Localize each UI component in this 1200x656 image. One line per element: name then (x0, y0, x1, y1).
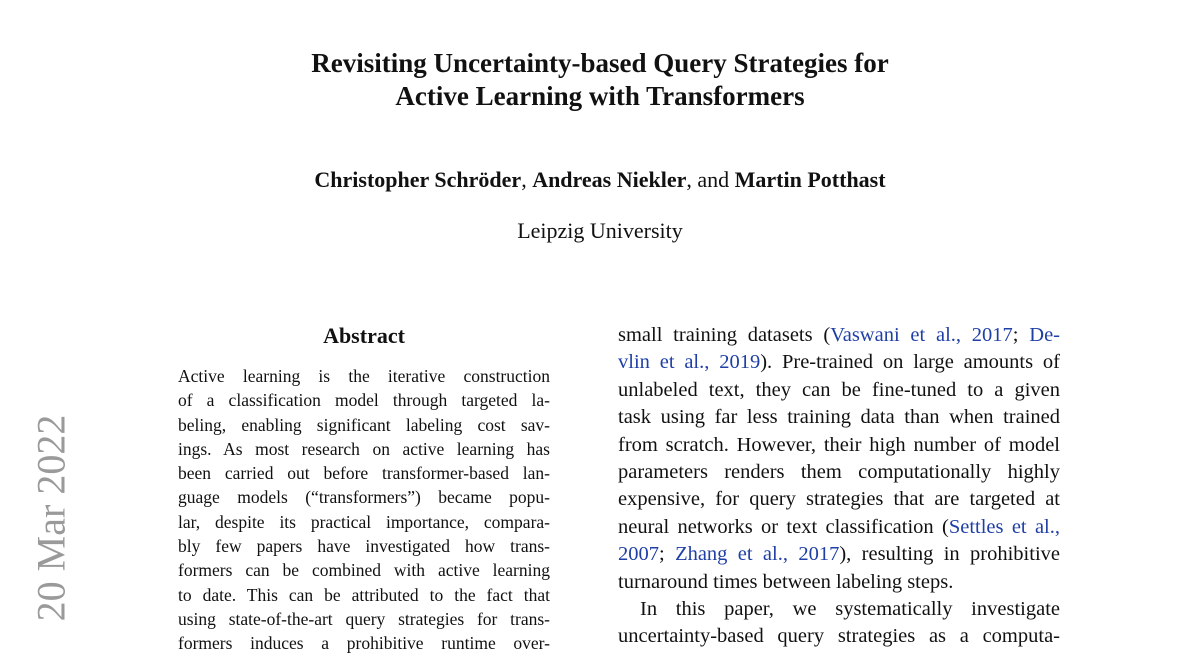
author-name: Christopher Schröder (314, 167, 522, 192)
abstract-heading: Abstract (323, 323, 405, 348)
author-name: Martin Potthast (734, 167, 886, 192)
citation-link[interactable]: vlin et al., 2019 (618, 351, 761, 374)
body-text: ; (1012, 324, 1030, 346)
body-line: from scratch. However, their high number of model (618, 433, 1060, 456)
author-separator: , and (686, 167, 735, 192)
citation-link[interactable]: 2007 (618, 543, 659, 566)
citation-link[interactable]: Zhang et al., 2017 (675, 543, 840, 566)
arxiv-date-stamp: 20 Mar 2022 (28, 414, 74, 622)
paper-title-line-1: Revisiting Uncertainty-based Query Strategies for (311, 48, 889, 78)
body-line (618, 349, 1060, 376)
body-line (618, 541, 1060, 568)
abstract-line: formers can be combined with active learning (178, 560, 550, 581)
author-list (0, 166, 1200, 194)
body-line (618, 514, 1060, 541)
abstract-line: of a classification model through targeted la- (178, 390, 550, 411)
body-text: neural networks or text classification ( (618, 515, 949, 538)
affiliation: Leipzig University (517, 218, 683, 243)
abstract-line: been carried out before transformer-based lan- (178, 463, 550, 484)
abstract-line: formers induces a prohibitive runtime over- (178, 633, 550, 654)
body-line: uncertainty-based query strategies as a computa- (618, 625, 1060, 648)
abstract-line: to date. This can be attributed to the fact that (178, 584, 550, 605)
body-line: expensive, for query strategies that are targeted at (618, 488, 1060, 511)
abstract-text (178, 364, 550, 656)
citation-link[interactable]: De- (1029, 324, 1060, 346)
body-line (618, 322, 1060, 349)
body-line: In this paper, we systematically investigate (640, 597, 1060, 620)
body-text: ; (659, 543, 676, 566)
abstract-line: lar, despite its practical importance, compara- (178, 511, 550, 532)
body-text: ). Pre-trained on large amounts of (760, 351, 1060, 374)
abstract-line: guage models (“transformers”) became popu- (178, 487, 550, 508)
body-line: turnaround times between labeling steps. (618, 570, 954, 593)
abstract-line: bly few papers have investigated how trans- (178, 536, 550, 557)
body-text-column (618, 322, 1060, 651)
abstract-line: beling, enabling significant labeling cost sav- (178, 414, 550, 435)
abstract-line: Active learning is the iterative construction (178, 366, 550, 386)
paper-title-line-2: Active Learning with Transformers (395, 81, 805, 111)
citation-link[interactable]: Vaswani et al., 2017 (830, 324, 1013, 346)
body-line: unlabeled text, they can be fine-tuned to a given (618, 378, 1060, 401)
abstract-line: using state-of-the-art query strategies for trans- (178, 608, 550, 629)
body-line: parameters renders them computationally highly (618, 460, 1060, 483)
body-text: small training datasets ( (618, 324, 831, 346)
paper-title (0, 47, 1200, 113)
body-line: task using far less training data than when trained (618, 406, 1060, 429)
body-text: ), resulting in prohibitive (839, 543, 1060, 566)
citation-link[interactable]: Settles et al., (948, 515, 1060, 538)
author-separator: , (521, 167, 533, 192)
author-name: Andreas Niekler (532, 167, 687, 192)
abstract-line: ings. As most research on active learning has (178, 438, 550, 459)
